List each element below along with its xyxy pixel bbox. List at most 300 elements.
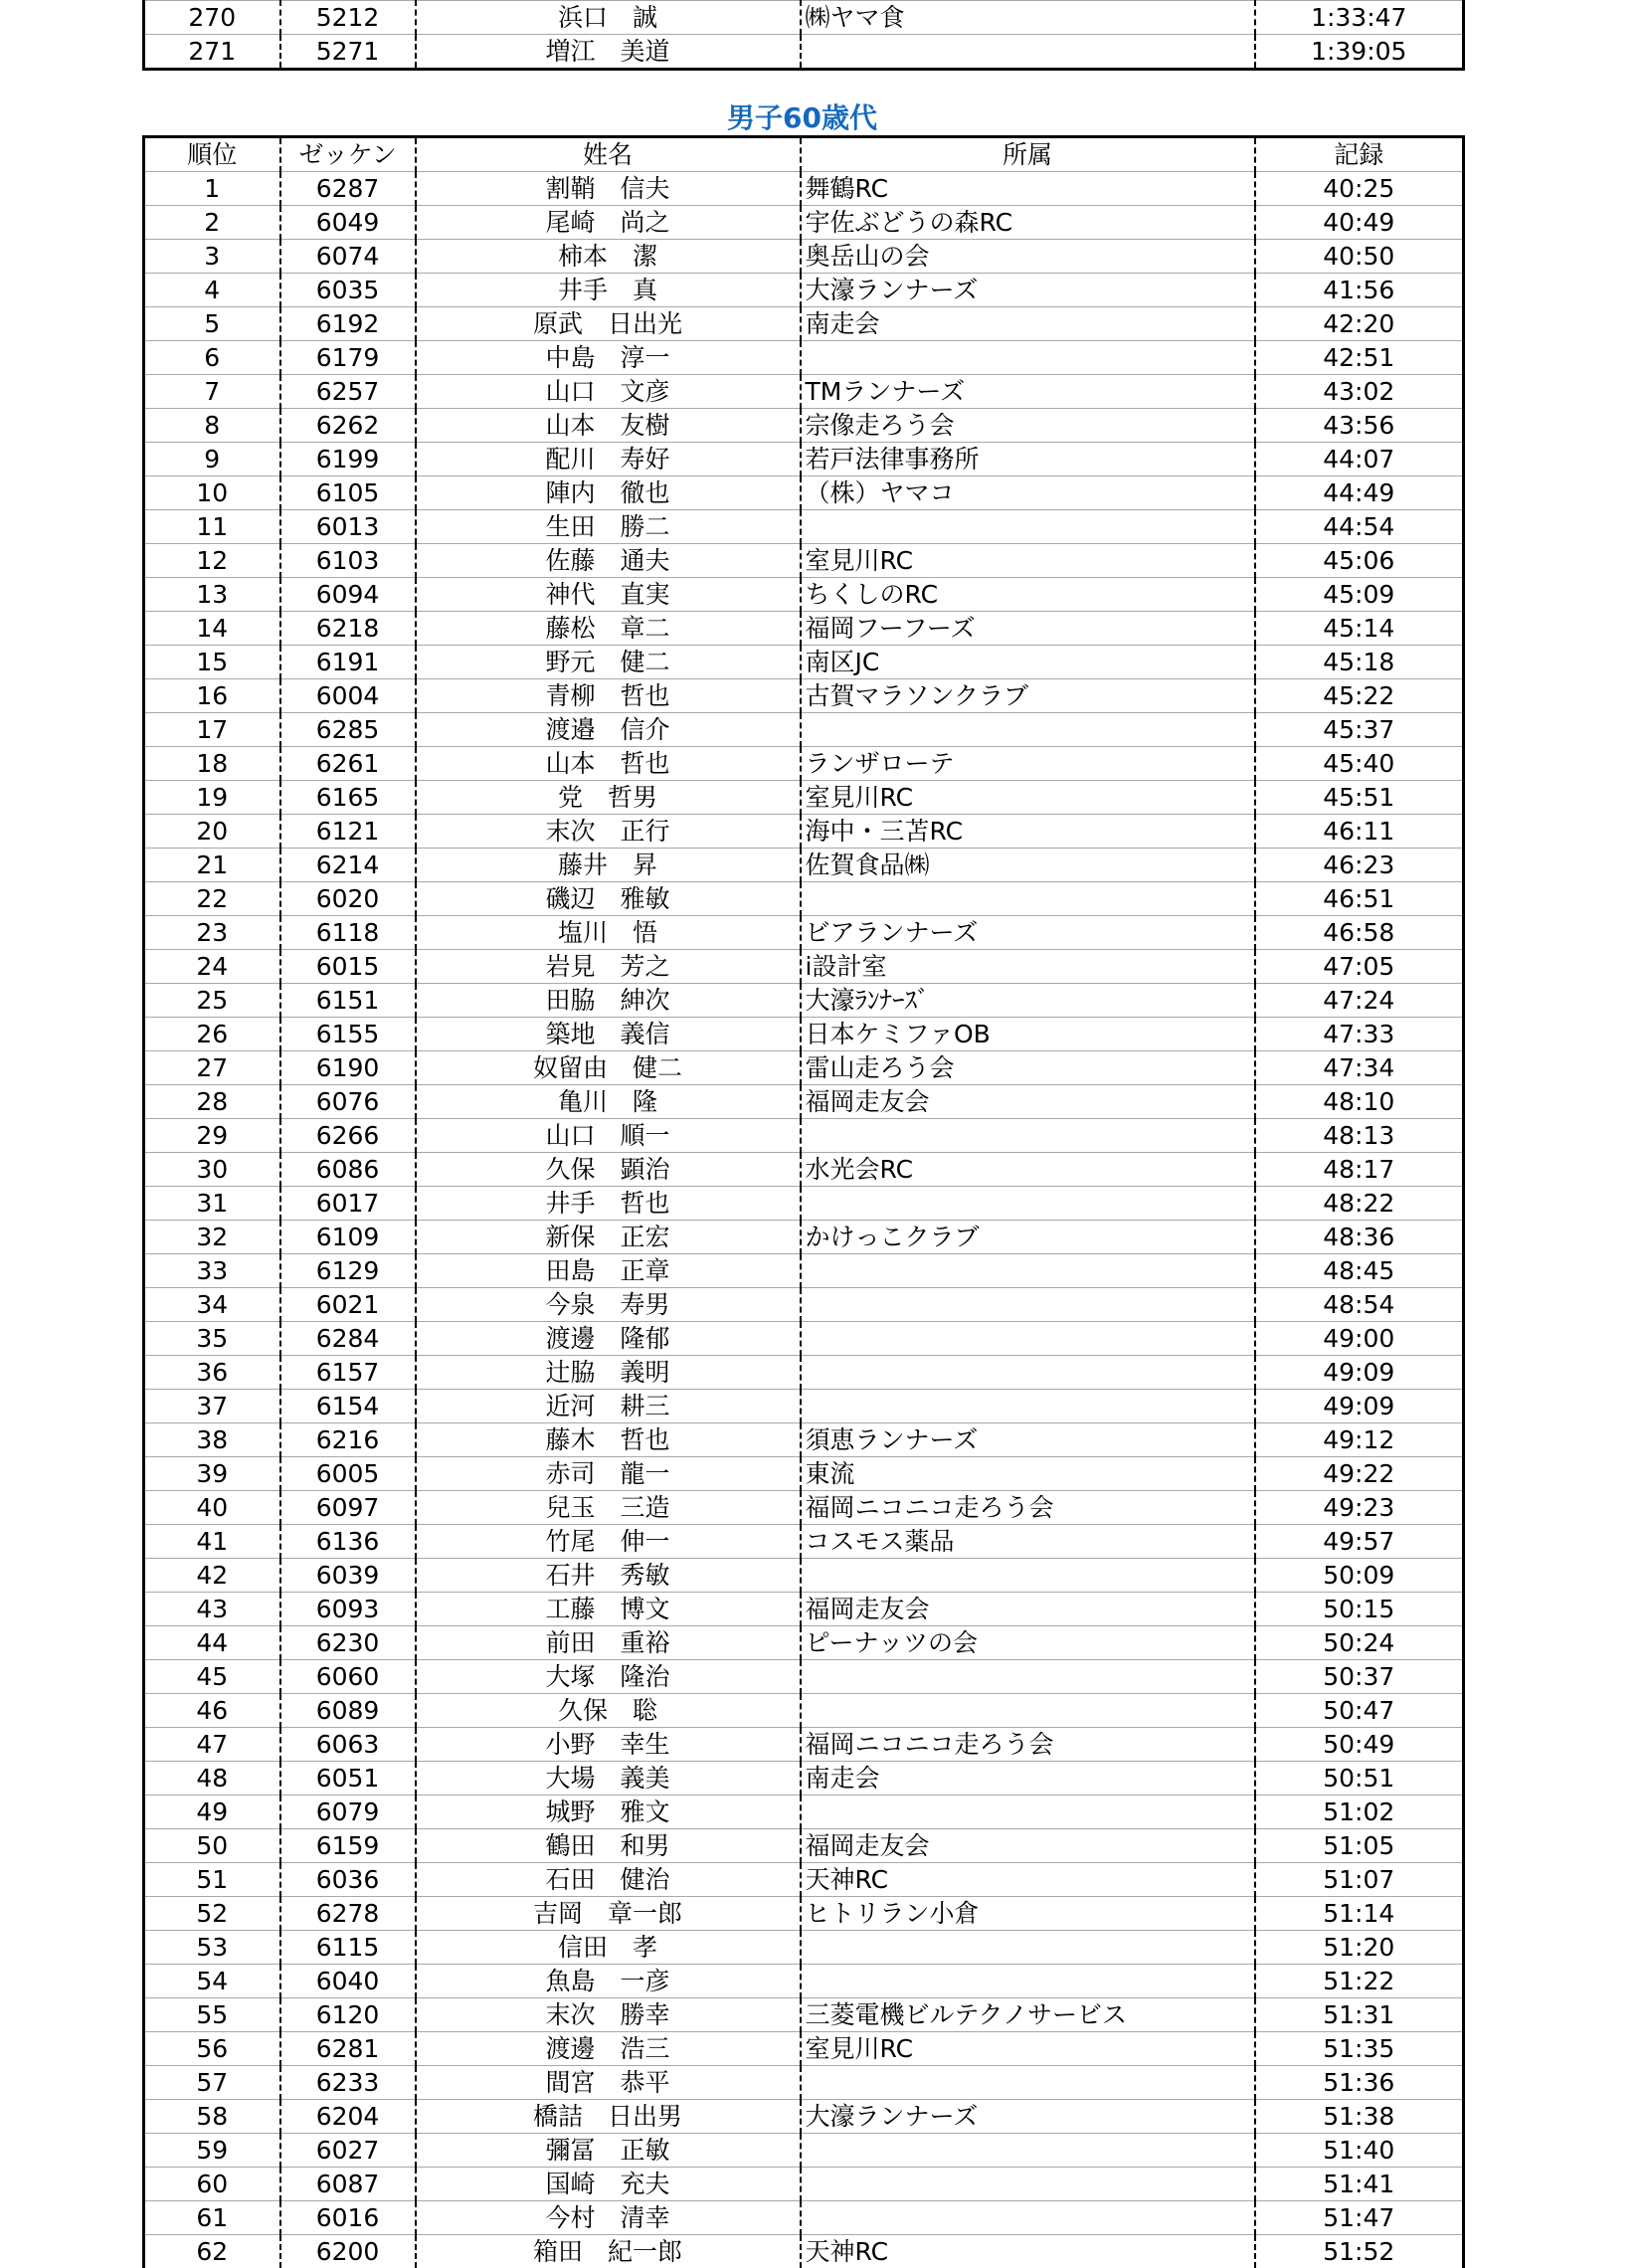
cell-rank: 53 bbox=[144, 1931, 280, 1965]
result-row bbox=[144, 1525, 1464, 1559]
cell-time: 41:56 bbox=[1255, 274, 1464, 307]
cell-bib: 6204 bbox=[280, 2100, 416, 2134]
cell-club bbox=[801, 1390, 1255, 1423]
cell-rank: 62 bbox=[144, 2235, 280, 2268]
cell-bib: 6165 bbox=[280, 781, 416, 815]
cell-time: 49:09 bbox=[1255, 1356, 1464, 1390]
cell-time: 51:14 bbox=[1255, 1897, 1464, 1931]
cell-club: 福岡フーフーズ bbox=[801, 612, 1255, 646]
cell-club: 宗像走ろう会 bbox=[801, 409, 1255, 443]
cell-name: 青柳 哲也 bbox=[416, 679, 801, 713]
result-row bbox=[144, 815, 1464, 849]
cell-rank: 40 bbox=[144, 1491, 280, 1525]
cell-time: 51:02 bbox=[1255, 1796, 1464, 1829]
cell-rank: 47 bbox=[144, 1728, 280, 1762]
cell-time: 46:51 bbox=[1255, 882, 1464, 916]
results-header bbox=[144, 137, 1464, 172]
result-row bbox=[144, 747, 1464, 781]
cell-club: ヒトリラン小倉 bbox=[801, 1897, 1255, 1931]
cell-rank: 60 bbox=[144, 2168, 280, 2201]
cell-name: 原武 日出光 bbox=[416, 307, 801, 341]
cell-bib: 6063 bbox=[280, 1728, 416, 1762]
result-row bbox=[144, 2201, 1464, 2235]
cell-bib: 6257 bbox=[280, 375, 416, 409]
cell-club bbox=[801, 713, 1255, 747]
cell-name: 大場 義美 bbox=[416, 1762, 801, 1796]
cell-club: 佐賀食品㈱ bbox=[801, 849, 1255, 882]
cell-bib: 6278 bbox=[280, 1897, 416, 1931]
cell-club: ㈱ヤマ食 bbox=[801, 1, 1255, 35]
previous-results-table bbox=[142, 0, 1465, 71]
cell-bib: 5271 bbox=[280, 35, 416, 70]
result-row bbox=[144, 1931, 1464, 1965]
cell-club bbox=[801, 341, 1255, 375]
cell-rank: 26 bbox=[144, 1018, 280, 1051]
result-row bbox=[144, 1626, 1464, 1660]
cell-club: TMランナーズ bbox=[801, 375, 1255, 409]
cell-bib: 6281 bbox=[280, 2032, 416, 2066]
cell-time: 48:45 bbox=[1255, 1254, 1464, 1288]
cell-rank: 29 bbox=[144, 1119, 280, 1153]
cell-name: 割鞘 信夫 bbox=[416, 172, 801, 206]
cell-rank: 23 bbox=[144, 916, 280, 950]
cell-time: 49:22 bbox=[1255, 1457, 1464, 1491]
cell-name: 竹尾 伸一 bbox=[416, 1525, 801, 1559]
cell-time: 40:49 bbox=[1255, 206, 1464, 240]
cell-bib: 6051 bbox=[280, 1762, 416, 1796]
cell-bib: 6233 bbox=[280, 2066, 416, 2100]
cell-club: 南走会 bbox=[801, 1762, 1255, 1796]
cell-time: 50:47 bbox=[1255, 1694, 1464, 1728]
result-row bbox=[144, 578, 1464, 612]
cell-rank: 12 bbox=[144, 544, 280, 578]
cell-bib: 6154 bbox=[280, 1390, 416, 1423]
cell-name: 塩川 悟 bbox=[416, 916, 801, 950]
cell-rank: 38 bbox=[144, 1423, 280, 1457]
cell-name: 大塚 隆治 bbox=[416, 1660, 801, 1694]
cell-bib: 6086 bbox=[280, 1153, 416, 1187]
cell-club bbox=[801, 1965, 1255, 1998]
cell-rank: 55 bbox=[144, 1998, 280, 2032]
result-row bbox=[144, 2100, 1464, 2134]
cell-bib: 6109 bbox=[280, 1221, 416, 1254]
cell-club: かけっこクラブ bbox=[801, 1221, 1255, 1254]
result-row bbox=[144, 1221, 1464, 1254]
cell-club bbox=[801, 2134, 1255, 2168]
cell-bib: 6190 bbox=[280, 1051, 416, 1085]
cell-time: 40:25 bbox=[1255, 172, 1464, 206]
cell-name: 山本 哲也 bbox=[416, 747, 801, 781]
result-row bbox=[144, 274, 1464, 307]
cell-name: 近河 耕三 bbox=[416, 1390, 801, 1423]
cell-club: ちくしのRC bbox=[801, 578, 1255, 612]
cell-rank: 32 bbox=[144, 1221, 280, 1254]
cell-name: 山本 友樹 bbox=[416, 409, 801, 443]
cell-name: 石田 健治 bbox=[416, 1863, 801, 1897]
cell-name: 兒玉 三造 bbox=[416, 1491, 801, 1525]
cell-rank: 57 bbox=[144, 2066, 280, 2100]
cell-club: 天神RC bbox=[801, 2235, 1255, 2268]
cell-name: 磯辺 雅敏 bbox=[416, 882, 801, 916]
header-club: 所属 bbox=[801, 137, 1255, 172]
cell-bib: 6157 bbox=[280, 1356, 416, 1390]
cell-rank: 10 bbox=[144, 476, 280, 510]
cell-rank: 58 bbox=[144, 2100, 280, 2134]
cell-name: 増江 美道 bbox=[416, 35, 801, 70]
cell-rank: 42 bbox=[144, 1559, 280, 1593]
cell-time: 40:50 bbox=[1255, 240, 1464, 274]
result-row bbox=[144, 1762, 1464, 1796]
cell-bib: 6015 bbox=[280, 950, 416, 984]
cell-club: 大濠ランナーズ bbox=[801, 274, 1255, 307]
result-row bbox=[144, 1998, 1464, 2032]
cell-club: 福岡ニコニコ走ろう会 bbox=[801, 1728, 1255, 1762]
cell-time: 51:38 bbox=[1255, 2100, 1464, 2134]
cell-club: 福岡走友会 bbox=[801, 1085, 1255, 1119]
result-row bbox=[144, 1254, 1464, 1288]
cell-time: 45:14 bbox=[1255, 612, 1464, 646]
result-row bbox=[144, 1288, 1464, 1322]
cell-rank: 36 bbox=[144, 1356, 280, 1390]
cell-name: 陣内 徹也 bbox=[416, 476, 801, 510]
cell-time: 50:37 bbox=[1255, 1660, 1464, 1694]
cell-name: 魚島 一彦 bbox=[416, 1965, 801, 1998]
result-row bbox=[144, 646, 1464, 679]
cell-bib: 6016 bbox=[280, 2201, 416, 2235]
result-row bbox=[144, 1085, 1464, 1119]
results-body bbox=[144, 172, 1464, 2268]
cell-bib: 6285 bbox=[280, 713, 416, 747]
cell-rank: 1 bbox=[144, 172, 280, 206]
cell-name: 中島 淳一 bbox=[416, 341, 801, 375]
cell-rank: 15 bbox=[144, 646, 280, 679]
result-row bbox=[144, 1390, 1464, 1423]
cell-club: 雷山走ろう会 bbox=[801, 1051, 1255, 1085]
result-row bbox=[144, 476, 1464, 510]
cell-bib: 5212 bbox=[280, 1, 416, 35]
cell-bib: 6089 bbox=[280, 1694, 416, 1728]
cell-time: 44:49 bbox=[1255, 476, 1464, 510]
cell-time: 51:35 bbox=[1255, 2032, 1464, 2066]
cell-time: 44:54 bbox=[1255, 510, 1464, 544]
result-row bbox=[144, 1593, 1464, 1626]
cell-club: コスモス薬品 bbox=[801, 1525, 1255, 1559]
cell-name: 井手 真 bbox=[416, 274, 801, 307]
cell-bib: 6284 bbox=[280, 1322, 416, 1356]
cell-name: 末次 正行 bbox=[416, 815, 801, 849]
result-row bbox=[144, 713, 1464, 747]
cell-time: 45:06 bbox=[1255, 544, 1464, 578]
cell-bib: 6115 bbox=[280, 1931, 416, 1965]
result-row bbox=[144, 984, 1464, 1018]
cell-club bbox=[801, 1660, 1255, 1694]
cell-time: 50:51 bbox=[1255, 1762, 1464, 1796]
cell-bib: 6200 bbox=[280, 2235, 416, 2268]
cell-bib: 6129 bbox=[280, 1254, 416, 1288]
section-title: 男子60歳代 bbox=[727, 101, 877, 134]
cell-rank: 4 bbox=[144, 274, 280, 307]
cell-bib: 6103 bbox=[280, 544, 416, 578]
result-row bbox=[144, 240, 1464, 274]
cell-club: 宇佐ぶどうの森RC bbox=[801, 206, 1255, 240]
cell-club bbox=[801, 1559, 1255, 1593]
cell-name: 彌冨 正敏 bbox=[416, 2134, 801, 2168]
cell-time: 49:23 bbox=[1255, 1491, 1464, 1525]
cell-rank: 11 bbox=[144, 510, 280, 544]
cell-rank: 48 bbox=[144, 1762, 280, 1796]
cell-time: 45:09 bbox=[1255, 578, 1464, 612]
cell-bib: 6179 bbox=[280, 341, 416, 375]
cell-bib: 6266 bbox=[280, 1119, 416, 1153]
result-row bbox=[144, 307, 1464, 341]
cell-bib: 6118 bbox=[280, 916, 416, 950]
cell-name: 今泉 寿男 bbox=[416, 1288, 801, 1322]
cell-bib: 6136 bbox=[280, 1525, 416, 1559]
cell-bib: 6262 bbox=[280, 409, 416, 443]
cell-name: 山口 順一 bbox=[416, 1119, 801, 1153]
cell-club: ランザローテ bbox=[801, 747, 1255, 781]
cell-time: 45:18 bbox=[1255, 646, 1464, 679]
cell-time: 48:13 bbox=[1255, 1119, 1464, 1153]
cell-name: 渡邉 信介 bbox=[416, 713, 801, 747]
cell-rank: 27 bbox=[144, 1051, 280, 1085]
cell-time: 48:54 bbox=[1255, 1288, 1464, 1322]
cell-club: 室見川RC bbox=[801, 544, 1255, 578]
cell-bib: 6094 bbox=[280, 578, 416, 612]
cell-rank: 39 bbox=[144, 1457, 280, 1491]
cell-time: 51:20 bbox=[1255, 1931, 1464, 1965]
result-row bbox=[144, 1457, 1464, 1491]
cell-rank: 14 bbox=[144, 612, 280, 646]
results-table bbox=[142, 135, 1465, 2268]
cell-time: 45:51 bbox=[1255, 781, 1464, 815]
cell-club: ビアランナーズ bbox=[801, 916, 1255, 950]
cell-name: 築地 義信 bbox=[416, 1018, 801, 1051]
result-row bbox=[144, 1863, 1464, 1897]
cell-name: 赤司 龍一 bbox=[416, 1457, 801, 1491]
result-row bbox=[144, 1187, 1464, 1221]
cell-name: 信田 孝 bbox=[416, 1931, 801, 1965]
cell-name: 城野 雅文 bbox=[416, 1796, 801, 1829]
cell-name: 生田 勝二 bbox=[416, 510, 801, 544]
cell-club bbox=[801, 2168, 1255, 2201]
cell-bib: 6060 bbox=[280, 1660, 416, 1694]
cell-club: 水光会RC bbox=[801, 1153, 1255, 1187]
cell-time: 51:05 bbox=[1255, 1829, 1464, 1863]
cell-bib: 6192 bbox=[280, 307, 416, 341]
cell-bib: 6076 bbox=[280, 1085, 416, 1119]
cell-time: 44:07 bbox=[1255, 443, 1464, 476]
cell-name: 工藤 博文 bbox=[416, 1593, 801, 1626]
cell-name: 久保 聡 bbox=[416, 1694, 801, 1728]
cell-bib: 6287 bbox=[280, 172, 416, 206]
cell-club: 室見川RC bbox=[801, 2032, 1255, 2066]
cell-bib: 6120 bbox=[280, 1998, 416, 2032]
result-row bbox=[144, 781, 1464, 815]
cell-rank: 51 bbox=[144, 1863, 280, 1897]
cell-name: 藤木 哲也 bbox=[416, 1423, 801, 1457]
result-row bbox=[144, 1153, 1464, 1187]
cell-bib: 6261 bbox=[280, 747, 416, 781]
cell-rank: 54 bbox=[144, 1965, 280, 1998]
cell-rank: 24 bbox=[144, 950, 280, 984]
cell-rank: 30 bbox=[144, 1153, 280, 1187]
result-row bbox=[144, 882, 1464, 916]
cell-rank: 25 bbox=[144, 984, 280, 1018]
cell-name: 配川 寿好 bbox=[416, 443, 801, 476]
cell-time: 49:00 bbox=[1255, 1322, 1464, 1356]
cell-bib: 6218 bbox=[280, 612, 416, 646]
cell-name: 尾崎 尚之 bbox=[416, 206, 801, 240]
cell-name: 亀川 隆 bbox=[416, 1085, 801, 1119]
cell-rank: 31 bbox=[144, 1187, 280, 1221]
result-row bbox=[144, 341, 1464, 375]
result-row bbox=[144, 950, 1464, 984]
result-row bbox=[144, 544, 1464, 578]
cell-bib: 6027 bbox=[280, 2134, 416, 2168]
cell-rank: 20 bbox=[144, 815, 280, 849]
cell-club bbox=[801, 2066, 1255, 2100]
cell-name: 橋詰 日出男 bbox=[416, 2100, 801, 2134]
result-row bbox=[144, 510, 1464, 544]
cell-time: 42:51 bbox=[1255, 341, 1464, 375]
cell-bib: 6036 bbox=[280, 1863, 416, 1897]
cell-time: 45:40 bbox=[1255, 747, 1464, 781]
cell-club: 若戸法律事務所 bbox=[801, 443, 1255, 476]
cell-rank: 19 bbox=[144, 781, 280, 815]
result-row bbox=[144, 206, 1464, 240]
cell-time: 45:37 bbox=[1255, 713, 1464, 747]
cell-club: 日本ケミファOB bbox=[801, 1018, 1255, 1051]
cell-bib: 6121 bbox=[280, 815, 416, 849]
result-row bbox=[144, 2235, 1464, 2268]
cell-time: 50:15 bbox=[1255, 1593, 1464, 1626]
cell-name: 田島 正章 bbox=[416, 1254, 801, 1288]
cell-club: 天神RC bbox=[801, 1863, 1255, 1897]
result-row bbox=[144, 1119, 1464, 1153]
cell-rank: 45 bbox=[144, 1660, 280, 1694]
cell-rank: 34 bbox=[144, 1288, 280, 1322]
cell-rank: 61 bbox=[144, 2201, 280, 2235]
cell-club: 福岡走友会 bbox=[801, 1829, 1255, 1863]
cell-bib: 6013 bbox=[280, 510, 416, 544]
result-row bbox=[144, 612, 1464, 646]
cell-rank: 9 bbox=[144, 443, 280, 476]
cell-name: 渡邊 浩三 bbox=[416, 2032, 801, 2066]
result-row bbox=[144, 2134, 1464, 2168]
cell-rank: 21 bbox=[144, 849, 280, 882]
cell-name: 浜口 誠 bbox=[416, 1, 801, 35]
cell-club: 海中・三苫RC bbox=[801, 815, 1255, 849]
result-row bbox=[144, 1559, 1464, 1593]
cell-time: 47:33 bbox=[1255, 1018, 1464, 1051]
cell-club: 須恵ランナーズ bbox=[801, 1423, 1255, 1457]
cell-rank: 33 bbox=[144, 1254, 280, 1288]
cell-club: 福岡ニコニコ走ろう会 bbox=[801, 1491, 1255, 1525]
cell-rank: 49 bbox=[144, 1796, 280, 1829]
cell-rank: 52 bbox=[144, 1897, 280, 1931]
cell-bib: 6214 bbox=[280, 849, 416, 882]
cell-rank: 35 bbox=[144, 1322, 280, 1356]
cell-club: 舞鶴RC bbox=[801, 172, 1255, 206]
cell-club bbox=[801, 1288, 1255, 1322]
cell-rank: 43 bbox=[144, 1593, 280, 1626]
cell-club: 大濠ﾗﾝﾅｰｽﾞ bbox=[801, 984, 1255, 1018]
cell-rank: 50 bbox=[144, 1829, 280, 1863]
cell-name: 辻脇 義明 bbox=[416, 1356, 801, 1390]
previous-results-body bbox=[144, 1, 1464, 70]
cell-name: 箱田 紀一郎 bbox=[416, 2235, 801, 2268]
cell-name: 国崎 充夫 bbox=[416, 2168, 801, 2201]
result-row bbox=[144, 172, 1464, 206]
result-row bbox=[144, 1965, 1464, 1998]
cell-time: 49:09 bbox=[1255, 1390, 1464, 1423]
cell-bib: 6079 bbox=[280, 1796, 416, 1829]
cell-time: 49:12 bbox=[1255, 1423, 1464, 1457]
cell-rank: 44 bbox=[144, 1626, 280, 1660]
result-row bbox=[144, 409, 1464, 443]
result-row bbox=[144, 2168, 1464, 2201]
previous-result-row bbox=[144, 35, 1464, 70]
cell-name: 柿本 潔 bbox=[416, 240, 801, 274]
header-name: 姓名 bbox=[416, 137, 801, 172]
result-row bbox=[144, 1694, 1464, 1728]
cell-club bbox=[801, 2201, 1255, 2235]
result-row bbox=[144, 679, 1464, 713]
cell-time: 46:58 bbox=[1255, 916, 1464, 950]
cell-time: 42:20 bbox=[1255, 307, 1464, 341]
cell-bib: 6216 bbox=[280, 1423, 416, 1457]
cell-name: 吉岡 章一郎 bbox=[416, 1897, 801, 1931]
cell-club: i設計室 bbox=[801, 950, 1255, 984]
cell-club: 南区JC bbox=[801, 646, 1255, 679]
cell-bib: 6035 bbox=[280, 274, 416, 307]
cell-name: 佐藤 通夫 bbox=[416, 544, 801, 578]
header-bib: ゼッケン bbox=[280, 137, 416, 172]
cell-name: 石井 秀敏 bbox=[416, 1559, 801, 1593]
cell-rank: 46 bbox=[144, 1694, 280, 1728]
previous-result-row bbox=[144, 1, 1464, 35]
cell-club: 室見川RC bbox=[801, 781, 1255, 815]
cell-rank: 18 bbox=[144, 747, 280, 781]
cell-time: 46:11 bbox=[1255, 815, 1464, 849]
cell-club bbox=[801, 1694, 1255, 1728]
cell-rank: 7 bbox=[144, 375, 280, 409]
cell-bib: 6074 bbox=[280, 240, 416, 274]
cell-time: 46:23 bbox=[1255, 849, 1464, 882]
cell-club: 大濠ランナーズ bbox=[801, 2100, 1255, 2134]
cell-name: 間宮 恭平 bbox=[416, 2066, 801, 2100]
cell-bib: 6097 bbox=[280, 1491, 416, 1525]
cell-club: ピーナッツの会 bbox=[801, 1626, 1255, 1660]
cell-time: 51:07 bbox=[1255, 1863, 1464, 1897]
cell-time: 51:40 bbox=[1255, 2134, 1464, 2168]
cell-bib: 6191 bbox=[280, 646, 416, 679]
result-row bbox=[144, 1423, 1464, 1457]
cell-time: 51:52 bbox=[1255, 2235, 1464, 2268]
cell-time: 48:10 bbox=[1255, 1085, 1464, 1119]
cell-name: 藤井 昇 bbox=[416, 849, 801, 882]
cell-time: 48:17 bbox=[1255, 1153, 1464, 1187]
cell-rank: 3 bbox=[144, 240, 280, 274]
cell-club: 三菱電機ビルテクノサービス bbox=[801, 1998, 1255, 2032]
result-row bbox=[144, 443, 1464, 476]
cell-name: 新保 正宏 bbox=[416, 1221, 801, 1254]
header-row bbox=[144, 137, 1464, 172]
result-row bbox=[144, 916, 1464, 950]
cell-rank: 6 bbox=[144, 341, 280, 375]
cell-time: 1:33:47 bbox=[1255, 1, 1464, 35]
